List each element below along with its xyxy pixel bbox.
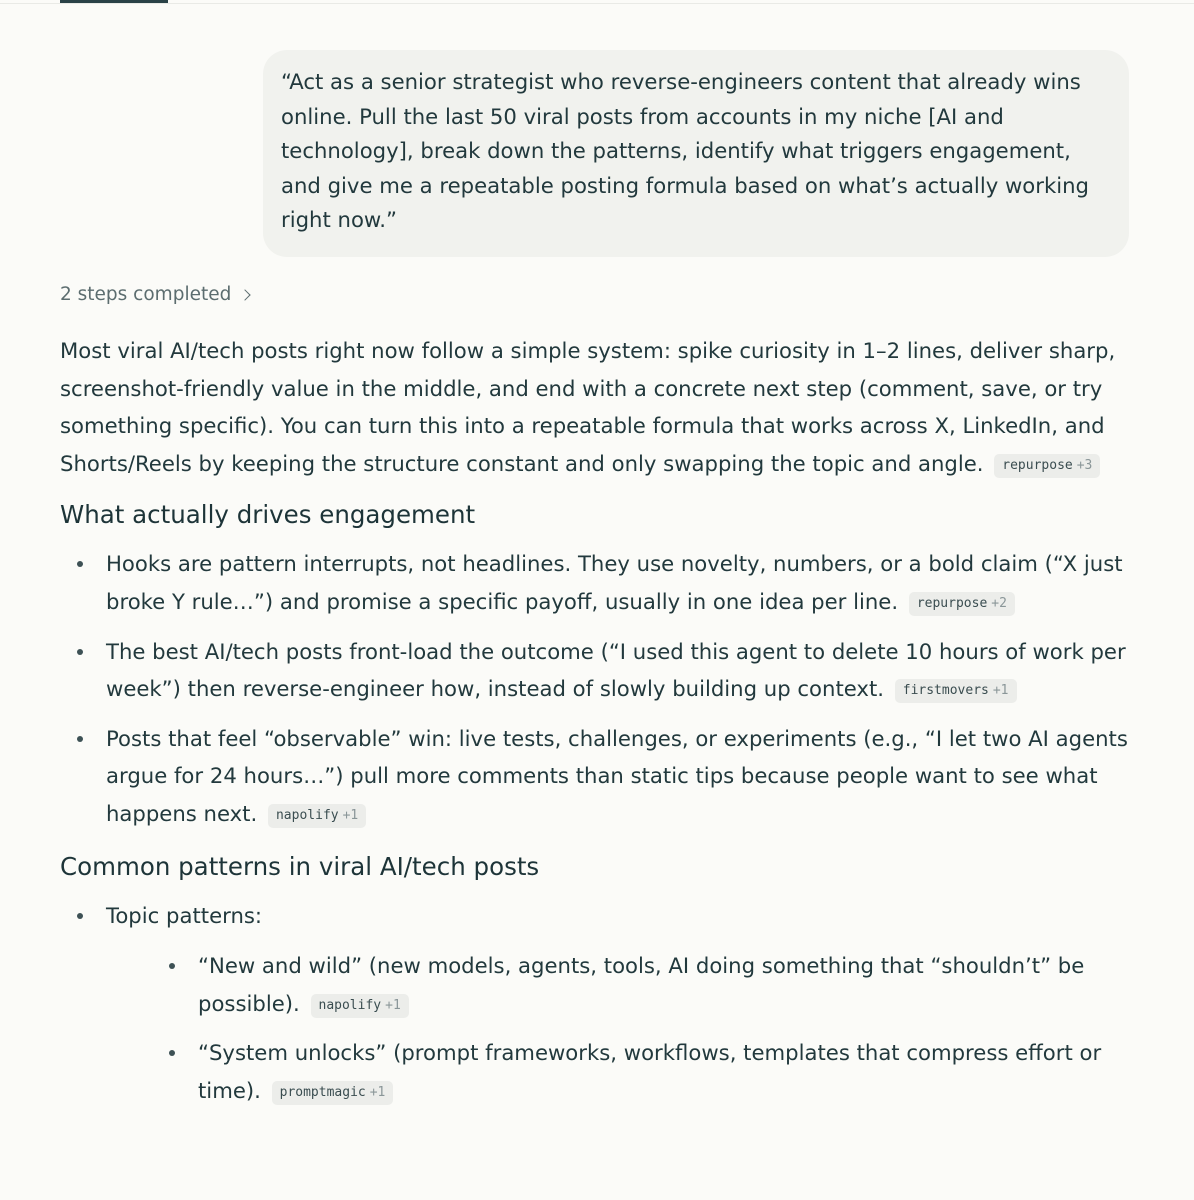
citation-source: napolify — [275, 807, 339, 823]
citation-count: +3 — [1076, 457, 1093, 473]
chevron-right-icon — [240, 289, 251, 300]
citation-count: +1 — [385, 997, 401, 1013]
patterns-list — [60, 897, 1140, 1110]
topic-patterns-sublist — [106, 947, 1140, 1109]
citation-count: +2 — [991, 595, 1007, 611]
list-item — [60, 633, 1140, 708]
topic-patterns-label: Topic patterns: — [106, 902, 263, 928]
section-heading-engagement: What actually drives engagement — [60, 500, 476, 530]
header-divider — [0, 3, 1194, 4]
list-item-text: “New and wild” (new models, agents, tools, AI doing something that “shouldn’t” be possible). — [198, 953, 1085, 1016]
list-item — [106, 947, 1140, 1022]
list-item-text: Hooks are pattern interrupts, not headlines. They use novelty, numbers, or a bold claim (“X just broke Y rule…”) and promise a specific payoff, usually in one idea per line. — [106, 551, 1123, 614]
citation-source: firstmovers — [902, 683, 989, 699]
citation-count: +1 — [342, 807, 359, 823]
citation-chip[interactable] — [909, 592, 1015, 616]
citation-source: repurpose — [916, 595, 988, 611]
steps-completed-label: 2 steps completed — [60, 283, 232, 305]
citation-source: repurpose — [1002, 457, 1073, 473]
citation-chip[interactable] — [268, 804, 366, 828]
citation-count: +1 — [369, 1084, 386, 1100]
list-item — [60, 545, 1140, 620]
citation-count: +1 — [992, 683, 1009, 699]
citation-chip[interactable] — [895, 679, 1017, 703]
citation-chip[interactable] — [994, 454, 1100, 478]
steps-completed-toggle[interactable] — [60, 280, 249, 308]
list-item-text: “System unlocks” (prompt frameworks, workflows, templates that compress effort or time). — [198, 1040, 1102, 1103]
citation-source: napolify — [318, 997, 382, 1013]
list-item-text: The best AI/tech posts front-load the outcome (“I used this agent to delete 10 hours of work per week”) then reverse-engineer how, instead of slowly building up context. — [106, 638, 1126, 702]
bottom-fade — [0, 1168, 1194, 1200]
citation-source: promptmagic — [279, 1084, 366, 1100]
list-item — [60, 720, 1140, 833]
citation-chip[interactable] — [272, 1081, 394, 1105]
engagement-list — [60, 545, 1140, 832]
assistant-answer — [60, 332, 1140, 1110]
user-prompt-text: “Act as a senior strategist who reverse-engineers content that already wins online. Pull the last 50 viral posts from accounts in my niche [AI and technology], break down the patterns, identify what triggers engagement, and give me a repeatable posting formula based on what’s actually working right now.” — [281, 69, 1090, 233]
citation-chip[interactable] — [311, 994, 409, 1018]
intro-paragraph — [60, 332, 1140, 482]
list-item-text: Posts that feel “observable” win: live tests, challenges, or experiments (e.g., “I let two AI agents argue for 24 hours…”) pull more comments than static tips because people want to see what happens next. — [106, 725, 1128, 826]
user-prompt-bubble — [263, 50, 1129, 257]
list-item — [60, 897, 1140, 1110]
section-heading-patterns: Common patterns in viral AI/tech posts — [60, 851, 540, 881]
list-item — [106, 1034, 1140, 1109]
intro-text: Most viral AI/tech posts right now follow a simple system: spike curiosity in 1–2 lines, deliver sharp, screenshot-friendly value in the middle, and end with a concrete next step (comment, save, or try something specific). You can turn this into a repeatable formula that works across X, LinkedIn, and Shorts/Reels by keeping the structure constant and only swapping the topic and angle. — [60, 338, 1116, 476]
